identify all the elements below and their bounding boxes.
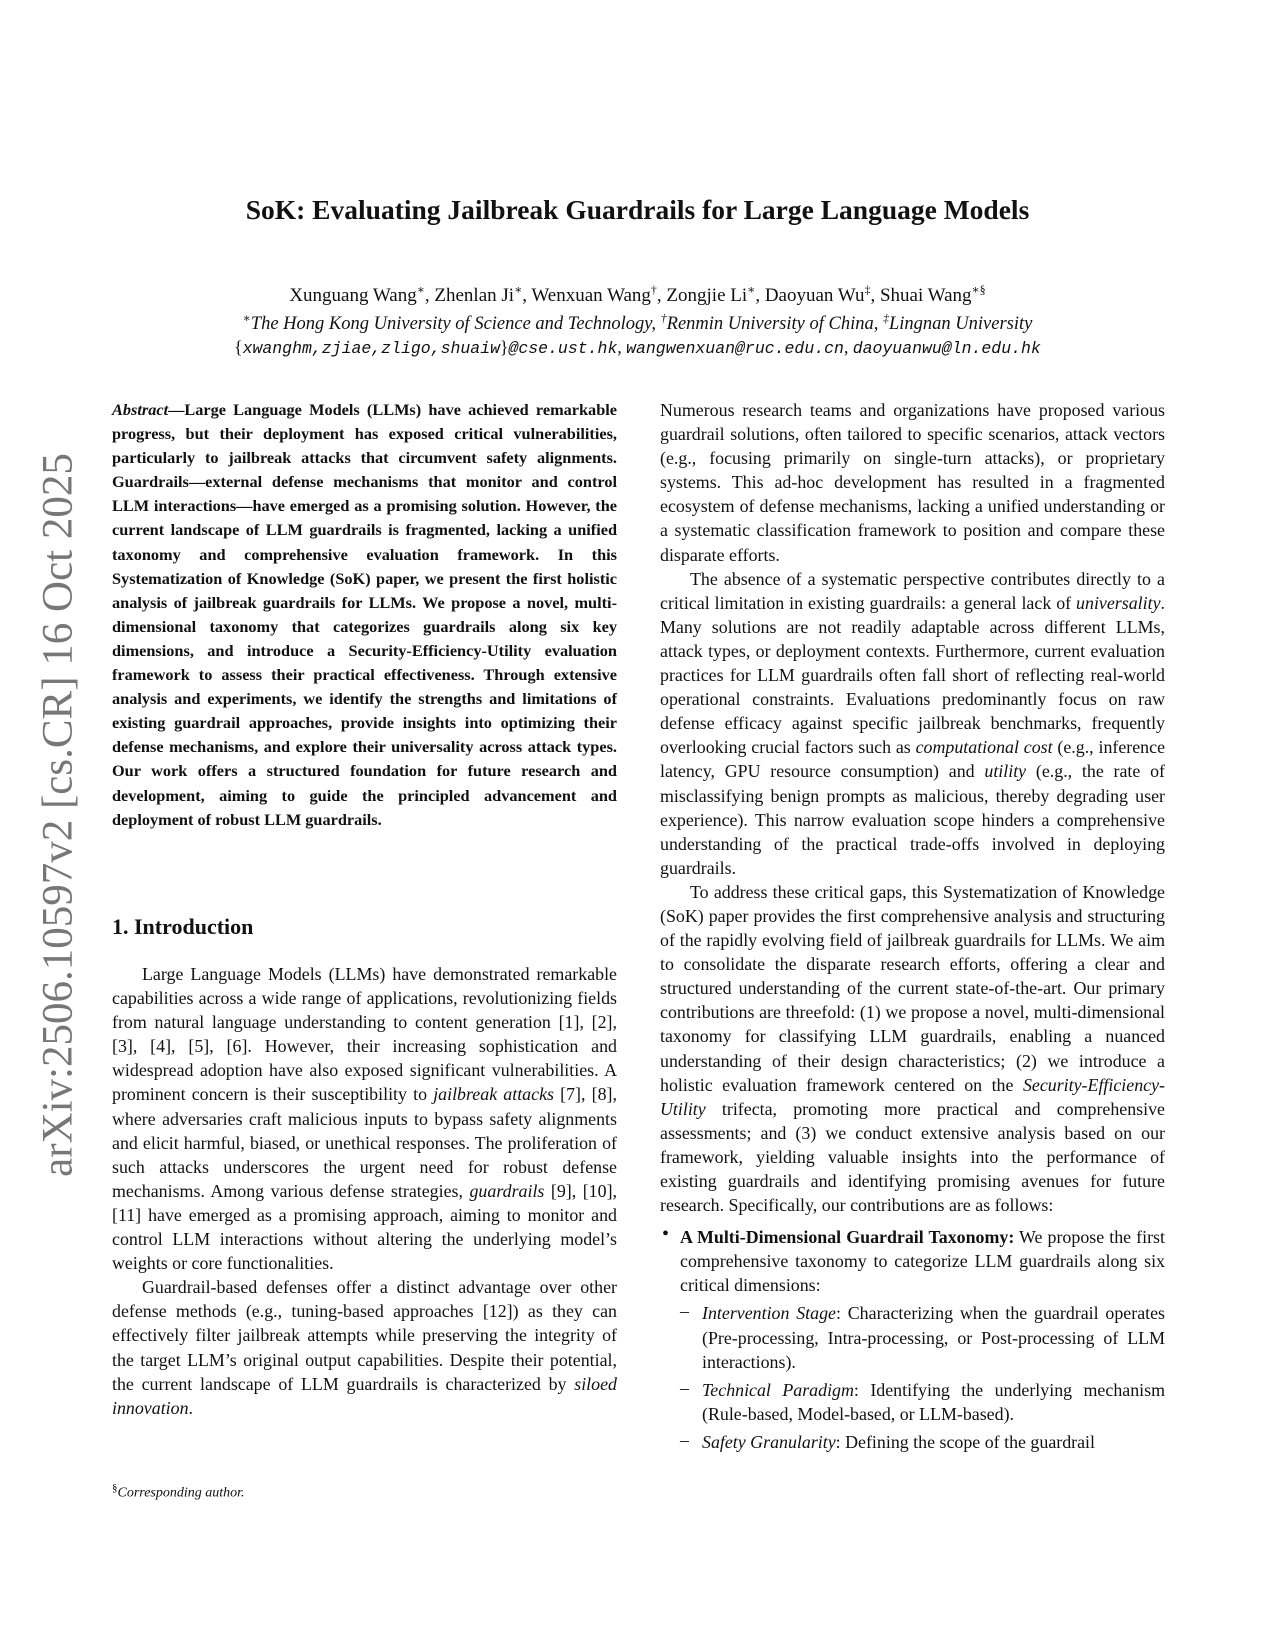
taxonomy-dimension-list: [680, 1301, 1165, 1454]
author: Xunguang Wang∗,: [289, 283, 435, 307]
author: Wenxuan Wang†,: [531, 283, 667, 307]
email-group[interactable]: {xwanghm,zjiae,zligo,shuaiw}@cse.ust.hk: [234, 337, 618, 358]
left-column-abstract: [112, 398, 617, 832]
email-ruc[interactable]: wangwenxuan@ruc.edu.cn: [626, 339, 844, 358]
footnote: §Corresponding author.: [112, 1482, 245, 1501]
email-ln[interactable]: daoyuanwu@ln.edu.hk: [852, 339, 1041, 358]
intro-paragraph-2: Guardrail-based defenses offer a distinct advantage over other defense methods (e.g., tuning-based approaches [12]) as they can effectively filter jailbreak attempts while preserving the integrity of the target LLM’s original output capabilities. Despite their potential, the current landscape of LLM guardrails is characterized by siloed innovation.: [112, 1277, 617, 1418]
arxiv-identifier: arXiv:2506.10597v2 [cs.CR] 16 Oct 2025: [34, 453, 82, 1177]
author-list: [0, 283, 1275, 307]
email-list: {xwanghm,zjiae,zligo,shuaiw}@cse.ust.hk, wangwenxuan@ruc.edu.cn, daoyuanwu@ln.edu.hk: [234, 337, 1041, 358]
taxonomy-dimension-item: – Safety Granularity: Defining the scope of the guardrail: [680, 1430, 1165, 1454]
abstract: [112, 398, 617, 832]
left-column-intro: [112, 962, 617, 1420]
author: Shuai Wang∗§: [879, 283, 986, 307]
affiliation: †Renmin University of China,: [660, 311, 883, 335]
intro-paragraph-3: Numerous research teams and organizations have proposed various guardrail solutions, often tailored to specific scenarios, attack vectors (e.g., focusing primarily on single-turn attacks), or proprietary systems. This ad-hoc development has resulted in a fragmented ecosystem of defense mechanisms, lacking a unified understanding or a systematic classification framework to position and compare these disparate efforts.: [660, 400, 1165, 565]
abstract-text: —Large Language Models (LLMs) have achieved remarkable progress, but their deployment has exposed critical vulnerabilities, particularly to jailbreak attacks that circumvent safety alignments. Guardrails—external defense mechanisms that monitor and control LLM interactions—have emerged as a promising solution. However, the current landscape of LLM guardrails is fragmented, lacking a unified taxonomy and comprehensive evaluation framework. In this Systematization of Knowledge (SoK) paper, we present the first holistic analysis of jailbreak guardrails for LLMs. We propose a novel, multi-dimensional taxonomy that categorizes guardrails along six key dimensions, and introduce a Security-Efficiency-Utility evaluation framework to assess their practical effectiveness. Through extensive analysis and experiments, we identify the strengths and limitations of existing guardrail approaches, provide insights into optimizing their defense mechanisms, and explore their universality across attack types. Our work offers a structured foundation for future research and development, aiming to guide the principled advancement and deployment of robust LLM guardrails.: [112, 400, 617, 829]
intro-paragraph-5: To address these critical gaps, this Systematization of Knowledge (SoK) paper provides the first comprehensive analysis and structuring of the rapidly evolving field of jailbreak guardrails for LLMs. We aim to consolidate the disparate research efforts, offering a clear and structured understanding of the current state-of-the-art. Our primary contributions are threefold: (1) we propose a novel, multi-dimensional taxonomy for classifying LLM guardrails, enabling a nuanced understanding of their design characteristics; (2) we introduce a holistic evaluation framework centered on the Security-Efficiency-Utility trifecta, promoting more practical and comprehensive assessments; and (3) we conduct extensive analysis based on our framework, yielding valuable insights into the performance of existing guardrails and identifying promising avenues for future research. Specifically, our contributions are as follows:: [660, 881, 1165, 1216]
taxonomy-dimension-item: – Technical Paradigm: Identifying the underlying mechanism (Rule-based, Model-based, or LLM-based).: [680, 1378, 1165, 1426]
intro-paragraph-1: Large Language Models (LLMs) have demonstrated remarkable capabilities across a wide range of applications, revolutionizing fields from natural language understanding to content generation [1], [2], [3], [4], [5], [6]. However, their increasing sophistication and widespread adoption have also exposed significant vulnerabilities. A prominent concern is their susceptibility to jailbreak attacks [7], [8], where adversaries craft malicious inputs to bypass safety alignments and elicit harmful, biased, or unethical responses. The proliferation of such attacks underscores the urgent need for robust defense mechanisms. Among various defense strategies, guardrails [9], [10], [11] have emerged as a promising approach, aiming to monitor and control LLM interactions without altering the underlying model’s weights or core functionalities.: [112, 964, 618, 1274]
author: Daoyuan Wu‡,: [764, 283, 880, 307]
taxonomy-dimension-item: – Intervention Stage: Characterizing when the guardrail operates (Pre-processing, Intra-processing, or Post-processing of LLM interactions).: [680, 1301, 1165, 1373]
author: Zhenlan Ji∗,: [434, 283, 532, 307]
arxiv-sidebar: [28, 455, 88, 1175]
abstract-label: Abstract: [112, 400, 169, 419]
right-column: [660, 398, 1165, 1454]
affiliation: ∗The Hong Kong University of Science and Technology,: [242, 311, 661, 335]
intro-paragraph-4: The absence of a systematic perspective contributes directly to a critical limitation in existing guardrails: a general lack of universality. Many solutions are not readily adaptable across different LLMs, attack types, or deployment contexts. Furthermore, current evaluation practices for LLM guardrails often fall short of reflecting real-world operational constraints. Evaluations predominantly focus on raw defense efficacy against specific jailbreak benchmarks, frequently overlooking crucial factors such as computational cost (e.g., inference latency, GPU resource consumption) and utility (e.g., the rate of misclassifying benign prompts as malicious, thereby degrading user experience). This narrow evaluation scope hinders a comprehensive understanding of the practical trade-offs involved in deploying guardrails.: [660, 568, 1166, 878]
contribution-item: • A Multi-Dimensional Guardrail Taxonomy: We propose the first comprehensive taxonomy to categorize LLM guardrails along six critical dimensions: – Intervention Stage: Characterizing when the guardrail operates (Pre-processing, Intra-processing, or Post-processing of LLM interactions). – Technical Paradigm: Identifying the underlying mechanism (Rule-based, Model-based, or LLM-based). – Safety Granularity: Defining the scope of the guardrail: [660, 1225, 1165, 1454]
section-heading-introduction: 1. Introduction: [112, 914, 254, 939]
affiliation-list: [0, 311, 1275, 335]
affiliation: ‡Lingnan University: [882, 311, 1033, 335]
paper-title: SoK: Evaluating Jailbreak Guardrails for Large Language Models: [245, 194, 1030, 225]
author: Zongjie Li∗,: [666, 283, 765, 307]
contribution-list: [660, 1225, 1165, 1454]
